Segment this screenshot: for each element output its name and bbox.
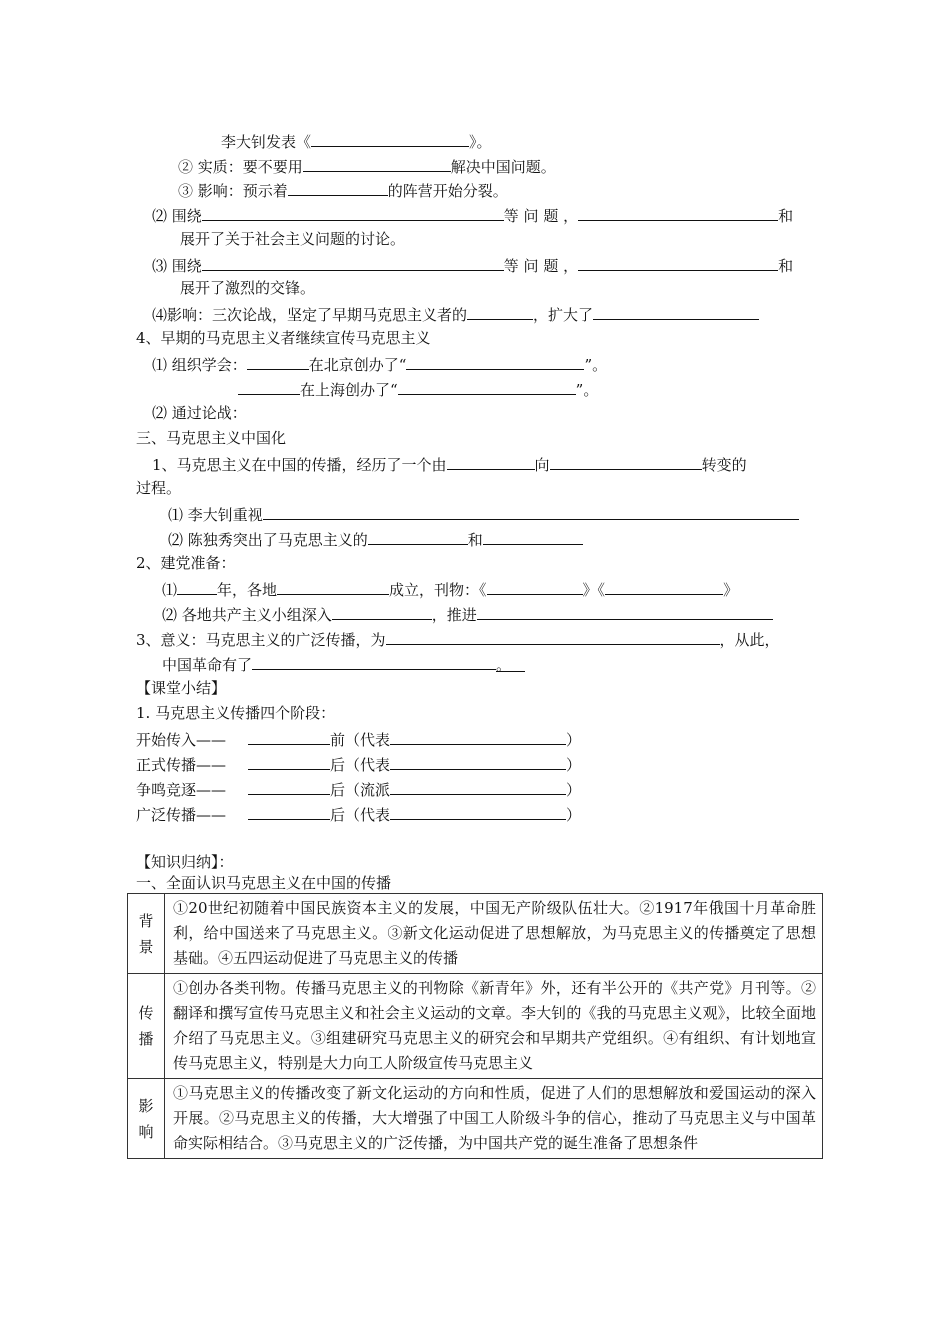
text: ，扩大了 <box>533 306 594 324</box>
fill-blank[interactable] <box>247 353 309 370</box>
text: 转变的 <box>701 456 747 474</box>
text: 3、意义：马克思主义的广泛传播，为 <box>136 631 386 649</box>
knowledge-table <box>127 893 823 1159</box>
fill-blank[interactable] <box>263 503 799 520</box>
text: ⑶ 围绕 <box>152 257 202 275</box>
text: 年，各地 <box>217 581 278 599</box>
fill-blank[interactable] <box>477 603 773 620</box>
text: ） <box>566 731 582 749</box>
text: ⑴ 组织学会： <box>152 356 247 374</box>
text: ⑴ <box>162 581 178 599</box>
text: 成立，刊物：《 <box>389 581 487 599</box>
text: 【知识归纳】： <box>136 853 234 871</box>
fill-blank[interactable] <box>593 303 759 320</box>
text: 【课堂小结】 <box>136 679 227 697</box>
text: 过程。 <box>136 479 182 497</box>
text: 后（代表 <box>330 806 391 824</box>
text: ，从此， <box>719 631 780 649</box>
stage-label: 开始传入—— <box>136 731 227 749</box>
line-debate-3-cont <box>180 278 315 300</box>
stage-label: 争鸣竞逐—— <box>136 781 227 799</box>
table-row <box>128 894 823 974</box>
line-debate-2 <box>152 204 793 226</box>
fill-blank[interactable] <box>406 353 584 370</box>
text: ⑵ 通过论战： <box>152 404 247 422</box>
fill-blank[interactable] <box>398 378 576 395</box>
row-body: ①创办各类刊物。传播马克思主义的刊物除《新青年》外，还有半公开的《共产党》月刊等。②翻译和撰写宣传马克思主义和社会主义运动的文章。李大钊的《我的马克思主义观》，比较全面地介绍了马克思主义。③组建研究马克思主义的研究会和早期共产党组织。④有组织、有计划地宣传马克思主义，特别是大力向工人阶级宣传马克思主义 <box>165 974 823 1079</box>
fill-blank[interactable] <box>332 603 432 620</box>
text: 2、建党准备： <box>136 554 236 572</box>
fill-blank[interactable] <box>248 803 330 820</box>
text: ”。 <box>584 356 608 374</box>
table-row <box>128 974 823 1079</box>
line-groups-deep <box>162 603 773 625</box>
fill-blank[interactable] <box>303 155 451 172</box>
text: ② 实质：要不要用 <box>178 158 303 176</box>
line-debate-method <box>152 403 247 425</box>
fill-blank[interactable] <box>252 653 496 670</box>
line-process <box>136 478 181 500</box>
text: 传播 <box>138 1004 154 1048</box>
text: 1. 马克思主义传播四个阶段： <box>136 704 336 722</box>
fill-blank[interactable] <box>202 254 504 271</box>
fill-blank[interactable] <box>238 378 300 395</box>
text: ⑴ 李大钊重视 <box>168 506 263 524</box>
text: ） <box>566 756 582 774</box>
row-body: ①20世纪初随着中国民族资本主义的发展，中国无产阶级队伍壮大。②1917年俄国十月革命胜利，给中国送来了马克思主义。③新文化运动促进了思想解放，为马克思主义的传播奠定了思想基础。④五四运动促进了马克思主义的传播 <box>165 894 823 974</box>
line-transition <box>152 453 747 475</box>
fill-blank[interactable] <box>550 453 702 470</box>
fill-blank[interactable] <box>248 778 330 795</box>
fill-blank[interactable] <box>177 578 217 595</box>
row-header <box>128 894 165 974</box>
summary-title <box>136 678 226 700</box>
text: 中国革命有了 <box>162 656 253 674</box>
heading-section-3 <box>136 428 286 450</box>
text: 向 <box>534 456 550 474</box>
text: 后（流派 <box>330 781 391 799</box>
fill-blank[interactable] <box>390 753 566 770</box>
text: 李大钊发表《 <box>221 133 312 151</box>
heading-party-prep <box>136 553 236 575</box>
row-body: ①马克思主义的传播改变了新文化运动的方向和性质，促进了人们的思想解放和爱国运动的深入开展。②马克思主义的传播，大大增强了中国工人阶级斗争的信心，推动了马克思主义与中国革命实际相结合。③马克思主义的广泛传播，为中国共产党的诞生准备了思想条件 <box>165 1079 823 1159</box>
fill-blank[interactable] <box>390 778 566 795</box>
line-society-beijing <box>152 353 607 375</box>
text: 》。 <box>469 133 492 151</box>
text: 后（代表 <box>330 756 391 774</box>
text: 背景 <box>138 911 154 956</box>
text: 和 <box>778 257 794 275</box>
stage-label: 广泛传播—— <box>136 806 227 824</box>
fill-blank[interactable] <box>447 453 535 470</box>
fill-blank[interactable] <box>578 254 778 271</box>
text: ） <box>566 781 582 799</box>
text: ⑷影响：三次论战，坚定了早期马克思主义者的 <box>152 306 468 324</box>
text: ，推进 <box>431 606 477 624</box>
fill-blank[interactable] <box>248 728 330 745</box>
fill-blank[interactable] <box>311 130 469 147</box>
line-debate-2-cont <box>180 229 405 251</box>
summary-subtitle <box>136 703 335 725</box>
text: 1、马克思主义在中国的传播，经历了一个由 <box>152 456 447 474</box>
fill-blank[interactable] <box>390 728 566 745</box>
text: 。 <box>496 655 525 672</box>
text: ⑵ 陈独秀突出了马克思主义的 <box>168 531 368 549</box>
text: 前（代表 <box>330 731 391 749</box>
table-row <box>128 1079 823 1159</box>
text: 和 <box>467 531 483 549</box>
text: 和 <box>778 207 794 225</box>
text: ”。 <box>575 381 599 399</box>
line-chen-emphasis <box>168 528 583 550</box>
text: 一、全面认识马克思主义在中国的传播 <box>136 874 392 892</box>
text: 在上海创办了“ <box>300 381 398 399</box>
text: 在北京创办了“ <box>308 356 407 374</box>
fill-blank[interactable] <box>578 204 778 221</box>
text: 展开了激烈的交锋。 <box>180 279 316 297</box>
knowledge-subtitle <box>136 873 391 895</box>
text: 等 问 题 ， <box>503 207 579 225</box>
knowledge-title <box>136 852 234 874</box>
text: 4、早期的马克思主义者继续宣传马克思主义 <box>136 329 431 347</box>
row-header <box>128 974 165 1079</box>
line-groups-founded <box>162 578 738 600</box>
line-significance <box>136 628 780 650</box>
fill-blank[interactable] <box>368 528 468 545</box>
fill-blank[interactable] <box>288 179 388 196</box>
stage-row <box>136 778 581 800</box>
text: 的阵营开始分裂。 <box>387 182 508 200</box>
heading-4 <box>136 328 431 350</box>
fill-blank[interactable] <box>248 753 330 770</box>
text: 解决中国问题。 <box>450 158 556 176</box>
stage-label: 正式传播—— <box>136 756 227 774</box>
fill-blank[interactable] <box>277 578 389 595</box>
line-essence <box>178 155 556 177</box>
line-revolution <box>162 653 525 675</box>
line-li-dazhao <box>221 130 492 152</box>
fill-blank[interactable] <box>605 578 723 595</box>
fill-blank[interactable] <box>386 628 720 645</box>
text: ） <box>566 806 582 824</box>
text: 影响 <box>138 1096 154 1141</box>
text: 展开了关于社会主义问题的讨论。 <box>180 230 406 248</box>
line-li-emphasis <box>168 503 799 525</box>
stage-row <box>136 753 581 775</box>
fill-blank[interactable] <box>483 528 583 545</box>
text: 三、马克思主义中国化 <box>136 429 287 447</box>
text: ③ 影响：预示着 <box>178 182 288 200</box>
fill-blank[interactable] <box>202 204 504 221</box>
line-society-shanghai <box>238 378 598 400</box>
text: ⑵ 围绕 <box>152 207 202 225</box>
text: 等 问 题 ， <box>503 257 579 275</box>
fill-blank[interactable] <box>390 803 566 820</box>
text: 》《 <box>582 581 606 599</box>
line-influence <box>178 179 508 201</box>
fill-blank[interactable] <box>467 303 533 320</box>
line-debate-3 <box>152 254 793 276</box>
text: 》 <box>723 581 739 599</box>
line-debate-impact <box>152 303 759 325</box>
stage-row <box>136 728 581 750</box>
fill-blank[interactable] <box>487 578 583 595</box>
stage-row <box>136 803 581 825</box>
row-header <box>128 1079 165 1159</box>
text: ⑵ 各地共产主义小组深入 <box>162 606 332 624</box>
